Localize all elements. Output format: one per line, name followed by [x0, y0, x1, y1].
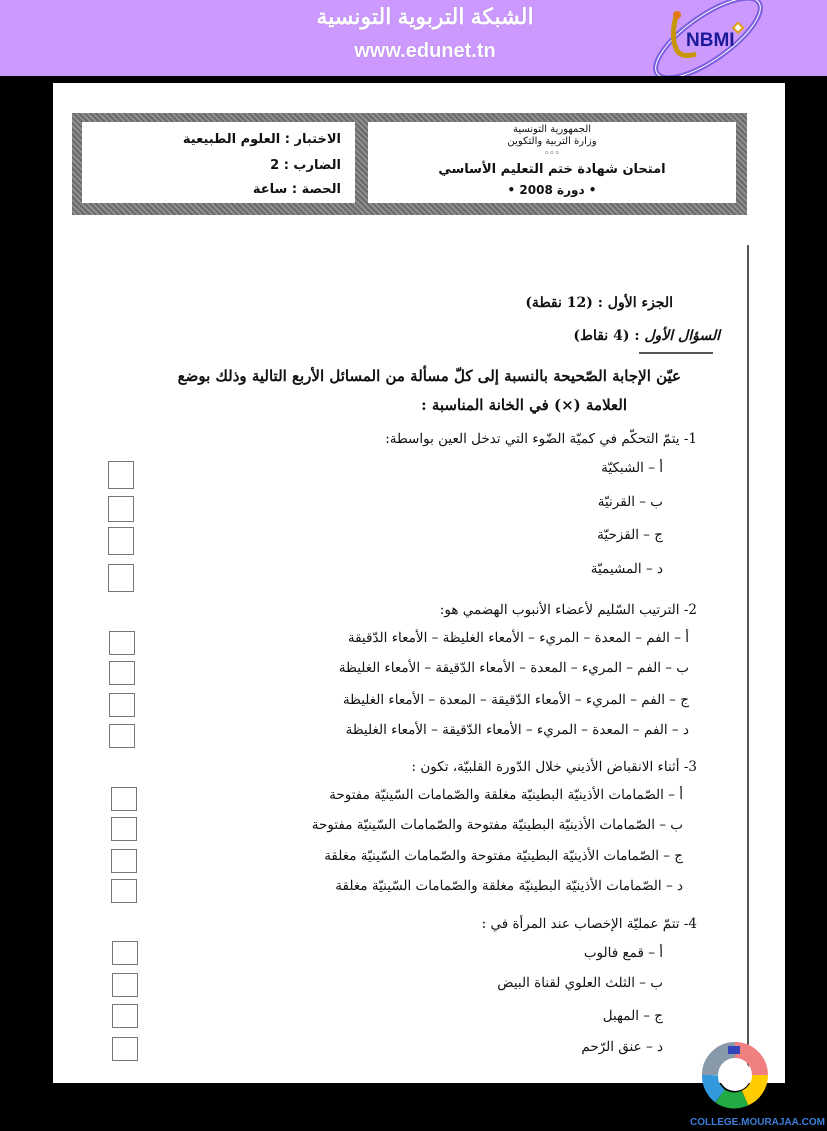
- q1-option-a-checkbox[interactable]: [108, 461, 134, 489]
- question-4-text: 4- تتمّ عمليّة الإخصاب عند المرأة في :: [481, 916, 697, 932]
- ministry-label: وزارة التربية والتكوين: [507, 136, 597, 147]
- q1-option-b-checkbox[interactable]: [108, 496, 134, 522]
- q3-option-c: ج – الصّمامات الأذينيّة البطينيّة مفتوحة والصّمامات السّينيّة مغلقة: [324, 848, 683, 864]
- q2-option-c: ج – الفم – المريء – الأمعاء الدّقيقة – المعدة – الأمعاء الغليظة: [342, 692, 689, 708]
- q3-option-a: أ – الصّمامات الأذينيّة البطينيّة مغلقة والصّمامات السّينيّة مفتوحة: [329, 787, 683, 803]
- q2-option-b-checkbox[interactable]: [109, 661, 135, 685]
- q4-option-d-checkbox[interactable]: [112, 1037, 138, 1061]
- subject-label: الاختبار : العلوم الطبيعية: [182, 132, 341, 147]
- q2-option-a: أ – الفم – المعدة – المريء – الأمعاء الغليظة – الأمعاء الدّقيقة: [347, 630, 689, 646]
- exam-header-box: [72, 113, 747, 215]
- question1-title: السؤال الأول: [644, 328, 720, 344]
- q3-option-d: د – الصّمامات الأذينيّة البطينيّة مغلقة والصّمامات السّينيّة مغلقة: [335, 878, 683, 894]
- q1-option-b: ب – القرنيّة: [597, 494, 663, 510]
- q2-option-c-checkbox[interactable]: [109, 693, 135, 717]
- q4-option-d: د – عنق الرّحم: [581, 1039, 663, 1055]
- q3-option-d-checkbox[interactable]: [111, 879, 137, 903]
- q1-option-c-checkbox[interactable]: [108, 527, 134, 555]
- part1-title: الجزء الأول : (12 نقطة): [525, 295, 673, 311]
- header-separator: ◦◦◦: [544, 149, 560, 159]
- q2-option-d-checkbox[interactable]: [109, 724, 135, 748]
- q2-option-b: ب – الفم – المريء – المعدة – الأمعاء الدّقيقة – الأمعاء الغليظة: [338, 660, 689, 676]
- q1-option-a: أ – الشبكيّة: [601, 460, 663, 476]
- q2-option-a-checkbox[interactable]: [109, 631, 135, 655]
- question-1-text: 1- يتمّ التحكّم في كميّة الضّوء التي تدخل العين بواسطة:: [385, 431, 697, 447]
- q4-option-b-checkbox[interactable]: [112, 973, 138, 997]
- question-3-text: 3- أثناء الانقباض الأذيني خلال الدّورة القلبيّة، تكون :: [411, 759, 697, 775]
- q1-option-c: ج – القزحيّة: [597, 527, 663, 543]
- q1-option-d-checkbox[interactable]: [108, 564, 134, 592]
- q1-option-d: د – المشيميّة: [590, 561, 663, 577]
- session-label: • دورة 2008 •: [507, 183, 597, 197]
- q2-option-d: د – الفم – المعدة – المريء – الأمعاء الدّقيقة – الأمعاء الغليظة: [345, 722, 689, 738]
- mouraja-url-link[interactable]: COLLEGE.MOURAJAA.COM: [690, 1117, 825, 1128]
- edunet-banner: [0, 0, 827, 76]
- instruction-line-2: العلامة (×) في الخانة المناسبة :: [421, 396, 627, 414]
- banner-title: الشبكة التربوية التونسية: [316, 4, 534, 29]
- question1-underline: [639, 352, 713, 354]
- ministry-panel: [368, 122, 736, 203]
- republic-label: الجمهورية التونسية: [512, 124, 592, 135]
- banner-url-link[interactable]: www.edunet.tn: [354, 40, 496, 62]
- q4-option-a: أ – قمع فالوب: [583, 945, 663, 961]
- question-2-text: 2- الترتيب السّليم لأعضاء الأنبوب الهضمي هو:: [439, 602, 697, 618]
- mouraja-badge-icon: [690, 1030, 780, 1120]
- exam-title: امتحان شهادة ختم التعليم الأساسي: [438, 162, 666, 177]
- q4-option-a-checkbox[interactable]: [112, 941, 138, 965]
- q3-option-c-checkbox[interactable]: [111, 849, 137, 873]
- exam-info-panel: [82, 122, 355, 203]
- q4-option-c-checkbox[interactable]: [112, 1004, 138, 1028]
- coefficient-label: الضارب : 2: [270, 158, 341, 173]
- margin-rule: [747, 245, 749, 1083]
- question1-points: : (4 نقاط): [573, 328, 645, 344]
- q4-option-c: ج – المهبل: [602, 1008, 663, 1024]
- q3-option-b: ب – الصّمامات الأذينيّة البطينيّة مفتوحة والصّمامات السّينيّة مفتوحة: [311, 817, 683, 833]
- q3-option-a-checkbox[interactable]: [111, 787, 137, 811]
- logo-text: NBMI: [686, 30, 735, 51]
- instruction-line-1: عيّن الإجابة الصّحيحة بالنسبة إلى كلّ مسألة من المسائل الأربع التالية وذلك بوضع: [177, 367, 681, 385]
- duration-label: الحصة : ساعة: [252, 182, 341, 197]
- exam-page: [53, 83, 785, 1083]
- q4-option-b: ب – الثلث العلوي لقناة البيض: [497, 975, 663, 991]
- q3-option-b-checkbox[interactable]: [111, 817, 137, 841]
